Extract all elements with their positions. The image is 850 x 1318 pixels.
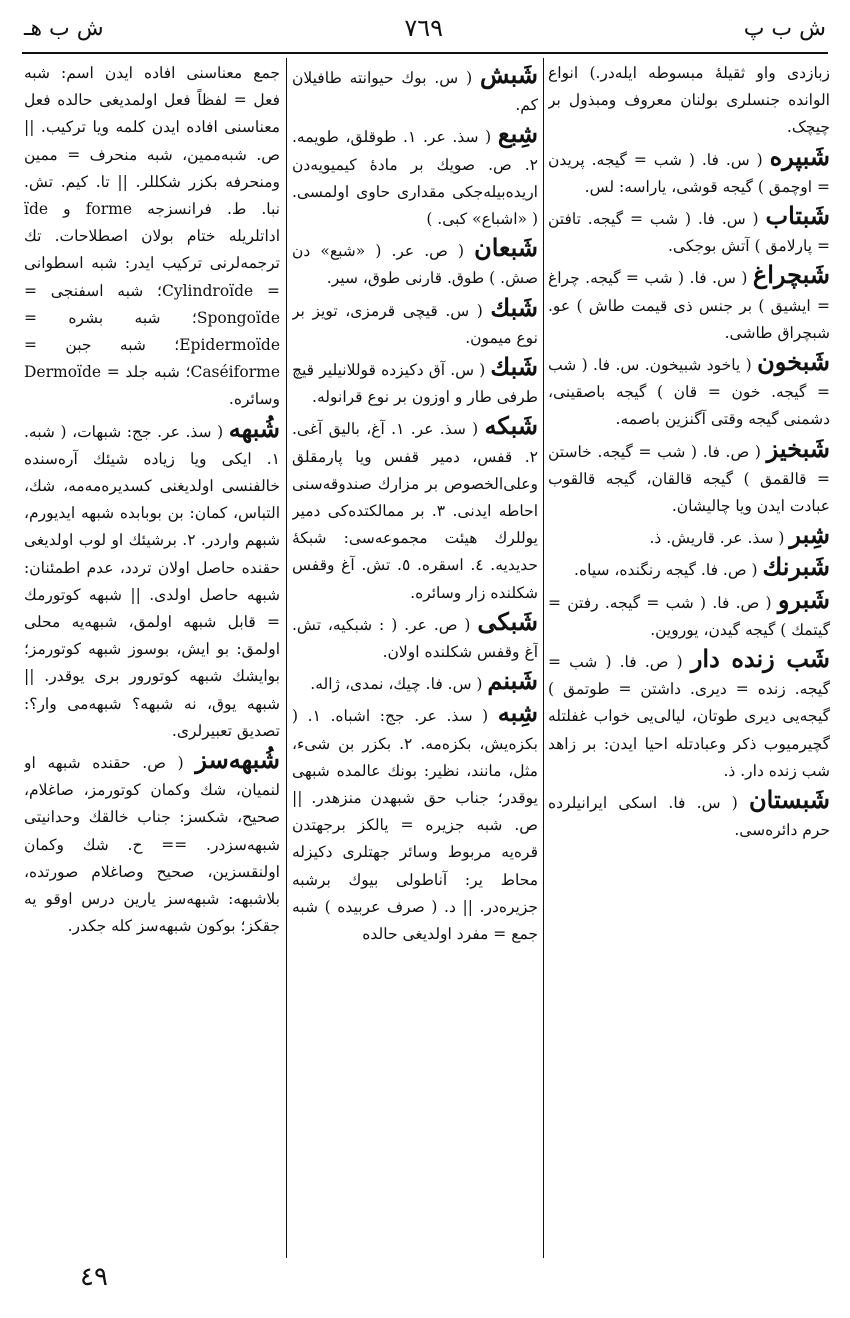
entry xyxy=(548,585,830,644)
entry-headword: شُبهه xyxy=(228,413,280,443)
entry xyxy=(548,142,830,201)
entry xyxy=(292,352,538,411)
entry-headword: شِبر xyxy=(789,520,830,550)
entry-text: ( س. فا. ( شب = گیجه. تافتن = پارلامق ) آتش بوجکی. xyxy=(548,210,830,256)
entry xyxy=(548,644,830,785)
entry xyxy=(24,414,280,745)
entry-text: ( ص. فا. ( شب = گیجه. زنده = دیری. داشتن = طوتمق ) گیجه‌یی دیری طوتان، لیالی‌یی خواب غفلتله گچیرمیوب ذکر وعبادتله احیا ایدن: بر زاهد شب زنده دار. ذ. xyxy=(548,653,830,780)
entry-text: ( سذ. عر. ۱. آغ، بالیق آغی. ۲. قفس، دمیر قفس ویا پارمقلق وعلی‌الخصوص بر مزارك صندوقه‌سنی احاطه ایدنی. ۳. بر ممالکتده‌کی دمیر یوللرك هیئت مجموعه‌سی: شبکهٔ حدیدیه. ٤. اسقره. ٥. تش. آغ وقفس شکلنده زار وسائره. xyxy=(292,420,538,602)
column-divider-right xyxy=(543,58,544,1258)
entry-headword: شَبتاب xyxy=(765,201,830,231)
entry-headword: شَب زنده دار xyxy=(690,644,830,674)
entry-text: ( ص. فا. گیجه رنگنده، سیاه. xyxy=(574,561,758,580)
entry xyxy=(548,434,830,521)
entry xyxy=(292,293,538,352)
header-rule xyxy=(22,52,828,54)
entry xyxy=(292,607,538,666)
entry xyxy=(292,411,538,606)
entry-headword: شَبرو xyxy=(777,584,830,614)
entry-headword: شَبك xyxy=(490,352,538,382)
entry-headword: شَبك xyxy=(490,292,538,322)
column-right xyxy=(548,60,830,1256)
entry-text: ( س. فا. ( شب = گیجه. پریدن = اوچمق ) گیجه قوشی، یاراسه: لس. xyxy=(548,150,830,196)
entry-continuation xyxy=(548,60,830,142)
entry xyxy=(292,60,538,119)
entry-headword: شُبهه‌سز xyxy=(195,745,280,775)
header-right-guide: ش ب پ xyxy=(743,15,826,41)
entry-headword: شَبستان xyxy=(749,785,830,815)
entry-text: ( س. فا. اسکی ایرانیلرده حرم دائره‌سی. xyxy=(548,794,830,840)
entry-headword: شَبخیز xyxy=(766,433,830,463)
entry-text: ( س. قیچی قرمزی، تویز بر نوع میمون. xyxy=(292,301,538,347)
entry-text: ( ص. حقنده شبهه او لنمیان، شك وکمان کوتورمز، صاغلام، صحیح، شکسز: جناب خالقك وحدانیتی شبهه‌سزدر. == ح. شك وکمان اولنقسزین، صحیح وصاغلام صورتده، بلاشبهه: شبهه‌سز یارین درس اوقو یه جقکز؛ بوکون شبهه‌سز کله جکدر. xyxy=(24,754,280,936)
entry-headword: شَبش xyxy=(480,60,538,89)
entry-headword: شِبع xyxy=(497,119,538,149)
entry-text: ( ص. عر. ( «شبع» دن صش. ) طوق. قارنی طوق، سیر. xyxy=(292,242,538,288)
entry xyxy=(548,260,830,347)
entry-text: ( ص. فا. ( شب = گیجه. رفتن = گیتمك ) گیجه گیدن، یوروین. xyxy=(548,593,830,639)
entry xyxy=(548,785,830,844)
column-middle xyxy=(292,60,538,1256)
entry xyxy=(548,520,830,552)
signature-mark: ٤٩ xyxy=(80,1262,108,1292)
entry-headword: شَبكی xyxy=(477,606,538,636)
entry xyxy=(548,347,830,434)
entry-headword: شَبنم xyxy=(487,666,538,696)
entry xyxy=(292,666,538,698)
entry xyxy=(548,201,830,260)
entry xyxy=(292,119,538,233)
entry-text: جمع معناسنی افاده ایدن اسم: شبه فعل = لفظاً فعل اولمدیغی حالده فعل معناسنی افاده ایدن کلمه ویا ترکیب. || ص. شبه‌ممین، شبه منحرف = ممین ومنحرفه بکزر شکللر. || تا. کیم. تش. نبا. ط. فرانسزجه forme و ïde اداتلریله ختام بولان اصطلاحات. تك ترجمه‌لرنی ترکیب ایدر: شبه اسطوانی = Cylindroïde؛ شبه اسفنجی = Spongoïde؛ شبه بشره = Epidermoïde؛ شبه جبن = Caséiforme؛ شبه جلد = Dermoïde وسائره. xyxy=(24,64,280,409)
entry xyxy=(292,233,538,292)
entry xyxy=(24,745,280,940)
entry-headword: شَبپره xyxy=(769,141,830,171)
entry-headword: شَبچراغ xyxy=(752,260,830,290)
entry-text: ( سذ. عر. ۱. طوقلق، طویمه. ۲. ص. صویك بر مادهٔ کیمیویه‌دن اریده‌بیله‌جکی مقداری حاوی اولمسی. ( «اشباع» کبی. ) xyxy=(292,128,538,229)
entry-text: زبازدی واو ثقیلهٔ مبسوطه ایله‌در.) انواع الوانده جنسلری بولنان معروف ومبذول بر چیچک. xyxy=(548,64,830,137)
entry-text: ( س. فا. ( شب = گیجه. چراغ = ایشیق ) بر جنس ذی قیمت طاش ) عو. شبچراق طاشی. xyxy=(548,269,830,342)
column-left xyxy=(24,60,280,1256)
entry-text: ( س. بوك حیوانته طافیلان کم. xyxy=(292,69,538,115)
header-left-guide: ش ب هـ xyxy=(24,15,104,41)
column-divider-left xyxy=(286,58,287,1258)
entry-text: ( س. فا. چیك، نمدی، ژاله. xyxy=(310,675,483,694)
entry xyxy=(548,552,830,584)
entry-text: ( یاخود شبیخون. س. فا. ( شب = گیجه. خون = قان ) گیجه باصقینی، دشمنی گیجه وقتی آگنزین باصمه. xyxy=(548,356,830,429)
page-header xyxy=(24,14,826,42)
entry-text: ( س. آق دکیزده قوللانیلیر قیچ طرفی طار و اوزون بر نوع قرانوله. xyxy=(292,361,538,407)
entry-headword: شَبعان xyxy=(474,233,538,263)
page-number: ٧٦٩ xyxy=(404,14,443,42)
entry-headword: شَبكه xyxy=(484,411,538,441)
entry-text: ( سذ. عر. جج: اشباه. ۱. ( بکزه‌یش، بکزه‌مه. ۲. بکزر بن شیء، مثل، مانند، نظیر: بونك عالمده شبهی یوقدر؛ جناب حق شبهدن منزهدر. || ص. شبه جزیره = یالکز برجهتدن قره‌یه مربوط وسائر جهتلری دکیزله محاط یر: آناطولی بیوك برشبه جزیره‌در. || د. ( صرف عربیده ) شبه جمع = مفرد اولدیغی حالده xyxy=(292,707,538,944)
entry-text: ( سذ. عر. جج: شبهات، ( شبه. ۱. ایکی ویا زیاده شیئك آره‌سنده خالفنسی اولدیغنی کسدیره‌مه‌مه، شك، التباس، کمان: بن بوبابده شبهه ایدیورم، شبهم واردر. ۲. برشیئك او لوب اولدیغی حقنده حاصل اولان تردد، عدم اطمئنان: شبهه حاصل اولدی. || شبهه کوتورمك = قابل شبهه اولمق، شبهه‌یه محلی اولمق: بو ایش، بوسوز شبهه کوتورمز؛ بوایشك شبهه کوتورور بری یوقدر. || شبهه یوق، نه شبهه؟ شبهه‌می وار؟: تصدیق تعبیرلری. xyxy=(24,422,280,740)
entry-text: ( ص. عر. ( : شبکیه، تش. آغ وقفس شکلنده اولان. xyxy=(292,615,538,662)
entry-headword: شِبه xyxy=(497,698,538,728)
entry-text: ( ص. فا. ( شب = گیجه. خاستن = قالقمق ) گیجه قالقان، گیجه قالقوب عبادت ایدن ویا چالیشان. xyxy=(548,442,830,516)
entry-headword: شَبرنك xyxy=(762,552,830,582)
entry-headword: شَبخون xyxy=(757,347,830,377)
entry-continuation xyxy=(24,60,280,414)
entry-text: ( سذ. عر. قاریش. ذ. xyxy=(649,529,785,548)
entry xyxy=(292,698,538,948)
